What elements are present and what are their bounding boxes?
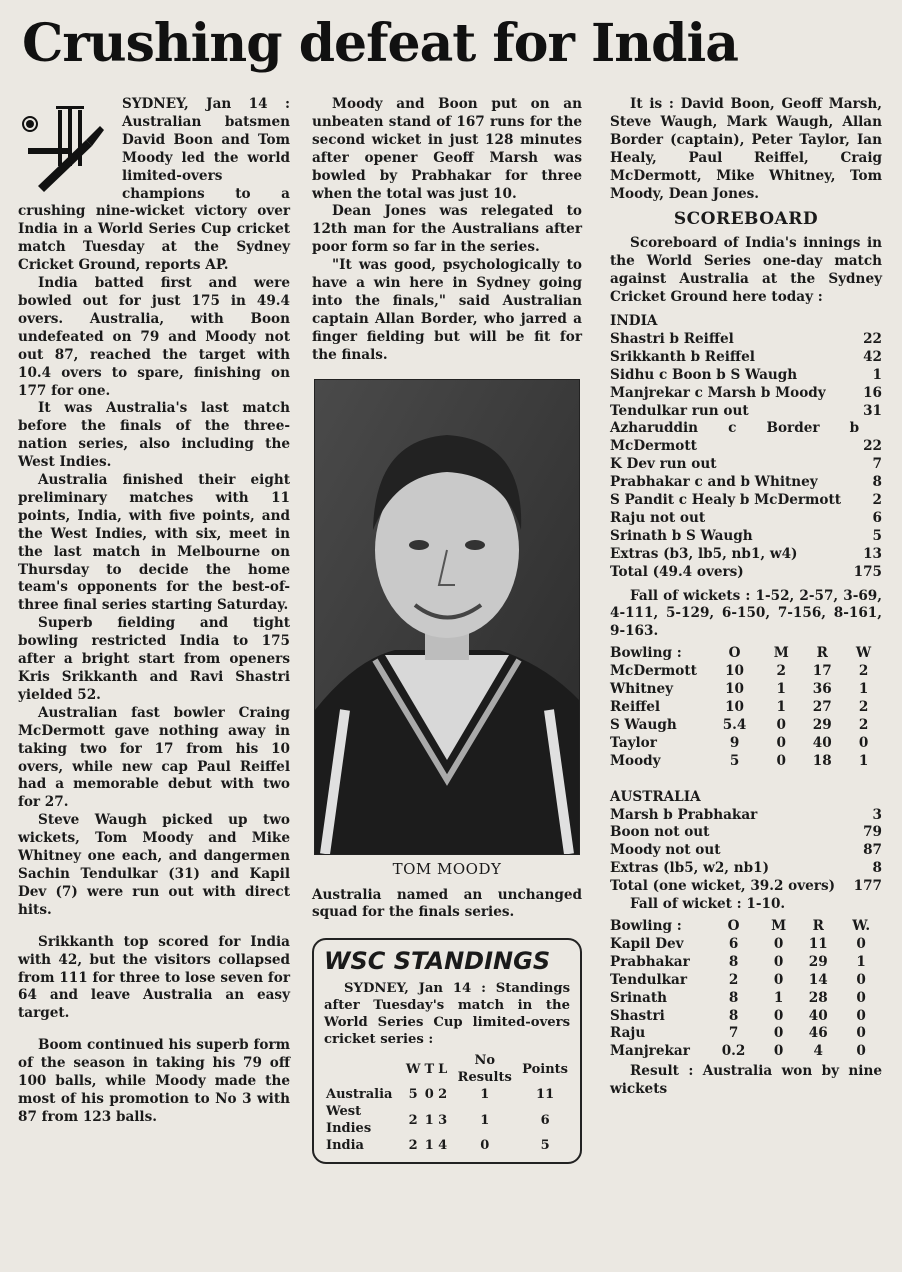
- cell: 0.2: [721, 1043, 746, 1060]
- cell: 1: [773, 989, 784, 1006]
- bowler-name: Taylor: [610, 734, 657, 751]
- cell: 18: [812, 752, 832, 769]
- cell: 1: [424, 1112, 434, 1128]
- bowler-name: Shastri: [610, 1007, 665, 1024]
- runs: 2: [872, 492, 882, 509]
- runs: 175: [853, 563, 882, 580]
- batsman-entry: Moody not out: [610, 842, 721, 859]
- batsman-entry: Tendulkar run out: [610, 402, 749, 419]
- cell: 5: [729, 752, 740, 769]
- col-header: W.: [852, 917, 871, 934]
- cell: 2: [408, 1138, 418, 1154]
- cell: 0: [773, 953, 784, 970]
- table-row: [610, 1025, 882, 1043]
- india-heading: INDIA: [610, 312, 658, 329]
- batting-row: [610, 385, 882, 403]
- table-row: [610, 954, 882, 972]
- col-header: R: [812, 917, 824, 934]
- paragraph: Dean Jones was relegated to 12th man for the Australians after poor form so far in the series.: [312, 203, 582, 256]
- cell: 4: [813, 1043, 823, 1060]
- table-row: [610, 972, 882, 990]
- team-name: West Indies: [326, 1104, 372, 1137]
- batting-row: [610, 860, 882, 878]
- batting-row: [610, 474, 882, 492]
- standings-title: WSC STANDINGS: [324, 947, 551, 976]
- cell: 1: [856, 953, 866, 970]
- scoreboard-column: [610, 96, 882, 1099]
- batting-row: [610, 546, 882, 564]
- cell: 10: [725, 699, 744, 715]
- paragraph: Superb fielding and tight bowling restricted India to 175 after a bright start from openers Kris Srikkanth and Ravi Shastri yielded 52.: [18, 615, 290, 703]
- col-header: M: [773, 645, 789, 662]
- batting-row: [610, 528, 882, 546]
- bowler-name: Manjrekar: [610, 1043, 690, 1060]
- bowler-name: McDermott: [610, 663, 697, 680]
- paragraph: India batted first and were bowled out for just 175 in 49.4 overs. Australia, with Boon undefeated on 79 and Moody not out 87, reached the target with 10.4 overs to spare, finishing on 177 for one.: [18, 275, 290, 399]
- australia-bowling-table: [610, 645, 882, 770]
- cell: 29: [812, 716, 832, 733]
- team-name: India: [326, 1138, 364, 1154]
- match-result: Result : Australia won by nine wickets: [610, 1063, 882, 1098]
- australia-batting-list: [610, 807, 882, 897]
- australia-heading: AUSTRALIA: [610, 788, 701, 805]
- cell: 46: [808, 1025, 828, 1042]
- article-column-2: [312, 96, 582, 1164]
- table-row: [610, 681, 882, 699]
- batting-row: [610, 824, 882, 842]
- runs: 31: [863, 402, 882, 419]
- batsman-entry: Prabhakar c and b Whitney: [610, 474, 818, 491]
- bowler-name: Kapil Dev: [610, 935, 684, 952]
- paragraph: Australian fast bowler Craing McDermott gave nothing away in taking two for 17 from his 10 overs, while new cap Paul Reiffel had a memorable debut with two for 27.: [18, 704, 290, 811]
- bowler-name: Reiffel: [610, 699, 661, 715]
- col-header: O: [727, 917, 740, 934]
- col-header: O: [728, 645, 741, 662]
- paragraph: Steve Waugh picked up two wickets, Tom Moody and Mike Whitney one each, and dangermen Sachin Tendulkar (31) and Kapil Dev (7) were run out with direct hits.: [18, 812, 290, 918]
- batting-row: [610, 492, 882, 510]
- cell: 4: [438, 1138, 448, 1154]
- col-header: W: [855, 645, 872, 662]
- standings-intro: SYDNEY, Jan 14 : Standings after Tuesday's match in the World Series Cup limited-overs cricket series :: [324, 981, 570, 1048]
- cell: 2: [408, 1112, 418, 1128]
- batsman-entry: Srikkanth b Reiffel: [610, 348, 755, 365]
- col-header: No Results: [457, 1053, 512, 1086]
- col-header: M: [771, 917, 787, 934]
- cell: 0: [856, 1025, 866, 1042]
- cell: 1: [424, 1138, 434, 1154]
- cell: 0: [773, 1025, 784, 1042]
- bowler-name: Raju: [610, 1025, 646, 1042]
- cell: 0: [773, 1043, 784, 1060]
- dateline: SYDNEY, Jan 14 :: [122, 96, 290, 112]
- paragraph: Boom continued his superb form of the season in taking his 79 off 100 balls, while Moody made the most of his promotion to No 3 with 87 from 123 balls.: [18, 1037, 290, 1125]
- table-row: [610, 753, 882, 771]
- batsman-entry: Total (one wicket, 39.2 overs): [610, 878, 836, 895]
- col-header: Bowling :: [610, 917, 682, 934]
- standings-header-row: [324, 1052, 570, 1086]
- batsman-entry: Manjrekar c Marsh b Moody: [610, 384, 826, 401]
- cell: 10: [725, 681, 744, 698]
- runs: 1: [872, 366, 882, 383]
- table-row: [610, 1043, 882, 1061]
- cell: 0: [424, 1087, 434, 1103]
- paragraph: It was Australia's last match before the finals of the three-nation series, also including the West Indies.: [18, 400, 290, 471]
- cell: 0: [856, 1007, 866, 1024]
- paragraph: Moody and Boon put on an unbeaten stand of 167 runs for the second wicket in just 128 minutes after opener Geoff Marsh was bowled by Prabhakar for three when the total was just 10.: [312, 96, 582, 202]
- scoreboard-intro: Scoreboard of India's innings in the World Series one-day match against Australia at the Sydney Cricket Ground here today :: [610, 235, 882, 306]
- cell: 0: [773, 935, 784, 952]
- batsman-entry: Srinath b S Waugh: [610, 527, 753, 544]
- cell: 0: [856, 989, 866, 1006]
- cell: 0: [858, 734, 869, 751]
- col-header: T: [424, 1061, 435, 1077]
- runs: 16: [863, 384, 882, 401]
- cell: 36: [812, 681, 832, 698]
- india-fall-of-wickets: Fall of wickets : 1-52, 2-57, 3-69, 4-111, 5-129, 6-150, 7-156, 8-161, 9-163.: [610, 587, 882, 640]
- batsman-entry: Marsh b Prabhakar: [610, 806, 758, 823]
- team-name: Australia: [326, 1087, 393, 1103]
- table-row: [324, 1137, 570, 1154]
- runs: 8: [872, 474, 882, 491]
- col-header: L: [438, 1061, 448, 1077]
- cell: 0: [776, 752, 786, 769]
- squad-paragraph: It is : David Boon, Geoff Marsh, Steve Waugh, Mark Waugh, Allan Border (captain), Peter Taylor, Ian Healy, Paul Reiffel, Craig McDermott, Mike Whitney, Tom Moody, Dean Jones.: [610, 96, 882, 202]
- cell: 5: [540, 1138, 550, 1154]
- cell: 17: [812, 663, 832, 680]
- cell: 1: [480, 1087, 490, 1103]
- batting-row: [610, 349, 882, 367]
- batsman-entry: Boon not out: [610, 824, 710, 841]
- bowler-name: Moody: [610, 752, 661, 769]
- headline: Crushing defeat for India: [22, 13, 738, 74]
- table-row: [610, 699, 882, 717]
- cell: 2: [858, 716, 869, 733]
- batting-row: [610, 456, 882, 474]
- cell: 40: [812, 734, 832, 751]
- batting-row: [610, 331, 882, 349]
- cell: 6: [540, 1112, 550, 1128]
- batsman-entry: Total (49.4 overs): [610, 563, 744, 580]
- paragraph: Srikkanth top scored for India with 42, but the visitors collapsed from 111 for three to lose seven for 64 and leave Australia an easy target.: [18, 933, 290, 1022]
- col-header: Bowling :: [610, 645, 682, 662]
- table-row: [324, 1103, 570, 1137]
- paragraph: Australia finished their eight preliminary matches with 11 points, India, with five points, and the West Indies, with six, meet in the last match in Melbourne on Thursday to decide the home team's opponents for the best-of-three final series starting Saturday.: [18, 472, 290, 614]
- col-header: R: [816, 645, 828, 662]
- cell: 27: [812, 699, 832, 715]
- table-row: [610, 717, 882, 735]
- batting-row: [610, 420, 882, 456]
- batsman-entry: Extras (b3, lb5, nb1, w4): [610, 545, 798, 562]
- batsman-entry: S Pandit c Healy b McDermott: [610, 492, 842, 509]
- cell: 0: [776, 716, 786, 733]
- cell: 3: [438, 1112, 448, 1128]
- batsman-entry: Extras (lb5, w2, nb1): [610, 860, 770, 877]
- batting-row: [610, 807, 882, 825]
- cell: 8: [728, 1007, 739, 1024]
- table-row: [610, 990, 882, 1008]
- scoreboard-title: SCOREBOARD: [673, 209, 819, 230]
- runs: 22: [863, 330, 882, 347]
- cell: 5.4: [722, 716, 747, 733]
- bowler-name: Srinath: [610, 989, 667, 1006]
- cell: 11: [808, 935, 828, 952]
- cell: 0: [773, 1007, 784, 1024]
- runs: 5: [872, 527, 882, 544]
- cell: 1: [776, 699, 786, 715]
- cell: 0: [480, 1138, 490, 1154]
- cell: 8: [728, 953, 739, 970]
- bowling-header-row: [610, 645, 882, 663]
- table-row: [610, 663, 882, 681]
- bowler-name: S Waugh: [610, 716, 677, 733]
- col-header: W: [405, 1061, 421, 1077]
- bowler-name: Whitney: [610, 681, 674, 698]
- cell: 0: [773, 971, 784, 988]
- batting-row: [610, 367, 882, 385]
- table-row: [610, 735, 882, 753]
- runs: 7: [872, 456, 882, 473]
- portrait-illustration: [315, 380, 579, 854]
- paragraph: "It was good, psychologically to have a win here in Sydney going into the finals," said Australian captain Allan Border, who jarred a finger fielding but will be fit for the finals.: [312, 257, 582, 363]
- batsman-entry: Azharuddin c Border b McDermott: [610, 420, 860, 455]
- runs: 3: [872, 806, 882, 823]
- player-photo: [314, 379, 580, 855]
- col-header: Points: [522, 1061, 568, 1077]
- bowler-name: Prabhakar: [610, 953, 690, 970]
- australia-fall-of-wicket: Fall of wicket : 1-10.: [630, 896, 786, 913]
- batting-row: [610, 403, 882, 421]
- table-row: [324, 1086, 570, 1103]
- paragraph: Australia named an unchanged squad for the finals series.: [312, 886, 582, 921]
- article-column-1: [18, 96, 290, 1127]
- cell: 1: [776, 681, 786, 698]
- cell: 2: [728, 971, 739, 988]
- cell: 0: [776, 734, 786, 751]
- cell: 40: [808, 1007, 828, 1024]
- cell: 7: [728, 1025, 739, 1042]
- runs: 13: [863, 545, 882, 562]
- cricket-wicket-bat-icon: [18, 102, 114, 192]
- batting-row: [610, 878, 882, 896]
- cell: 2: [858, 699, 869, 715]
- runs: 22: [863, 438, 882, 455]
- runs: 79: [863, 824, 882, 841]
- cell: 6: [728, 935, 739, 952]
- batting-row: [610, 564, 882, 582]
- cell: 2: [776, 663, 786, 680]
- cell: 5: [408, 1087, 418, 1103]
- batsman-entry: K Dev run out: [610, 456, 717, 473]
- photo-caption: TOM MOODY: [392, 859, 502, 878]
- cell: 0: [856, 935, 866, 952]
- batsman-entry: Sidhu c Boon b S Waugh: [610, 366, 798, 383]
- cell: 29: [808, 953, 828, 970]
- cell: 8: [728, 989, 739, 1006]
- cell: 11: [536, 1087, 555, 1103]
- cell: 14: [808, 971, 828, 988]
- india-batting-list: [610, 331, 882, 582]
- runs: 8: [872, 860, 882, 877]
- lead-paragraph: Australian batsmen David Boon and Tom Moody led the world limited-overs champions to a crushing nine-wicket victory over India in a World Series Cup cricket match Tuesday at the Sydney Cricket Ground, reports AP.: [18, 113, 290, 274]
- cell: 1: [858, 752, 869, 769]
- cell: 9: [729, 734, 740, 751]
- india-bowling-table: [610, 918, 882, 1061]
- batting-row: [610, 510, 882, 528]
- runs: 177: [853, 878, 882, 895]
- cell: 2: [438, 1087, 448, 1103]
- runs: 42: [863, 348, 882, 365]
- cell: 2: [858, 663, 869, 680]
- table-row: [610, 1008, 882, 1026]
- cell: 1: [858, 681, 869, 698]
- bowling-header-row: [610, 918, 882, 936]
- cell: 10: [725, 663, 744, 680]
- cell: 0: [856, 1043, 866, 1060]
- batting-row: [610, 842, 882, 860]
- table-row: [610, 936, 882, 954]
- cell: 0: [856, 971, 866, 988]
- bowler-name: Tendulkar: [610, 971, 688, 988]
- standings-box: [312, 938, 582, 1164]
- standings-table: [324, 1052, 570, 1154]
- cell: 1: [480, 1112, 490, 1128]
- runs: 87: [863, 842, 882, 859]
- cell: 28: [808, 989, 828, 1006]
- runs: 6: [872, 509, 882, 526]
- batsman-entry: Shastri b Reiffel: [610, 330, 734, 347]
- batsman-entry: Raju not out: [610, 509, 706, 526]
